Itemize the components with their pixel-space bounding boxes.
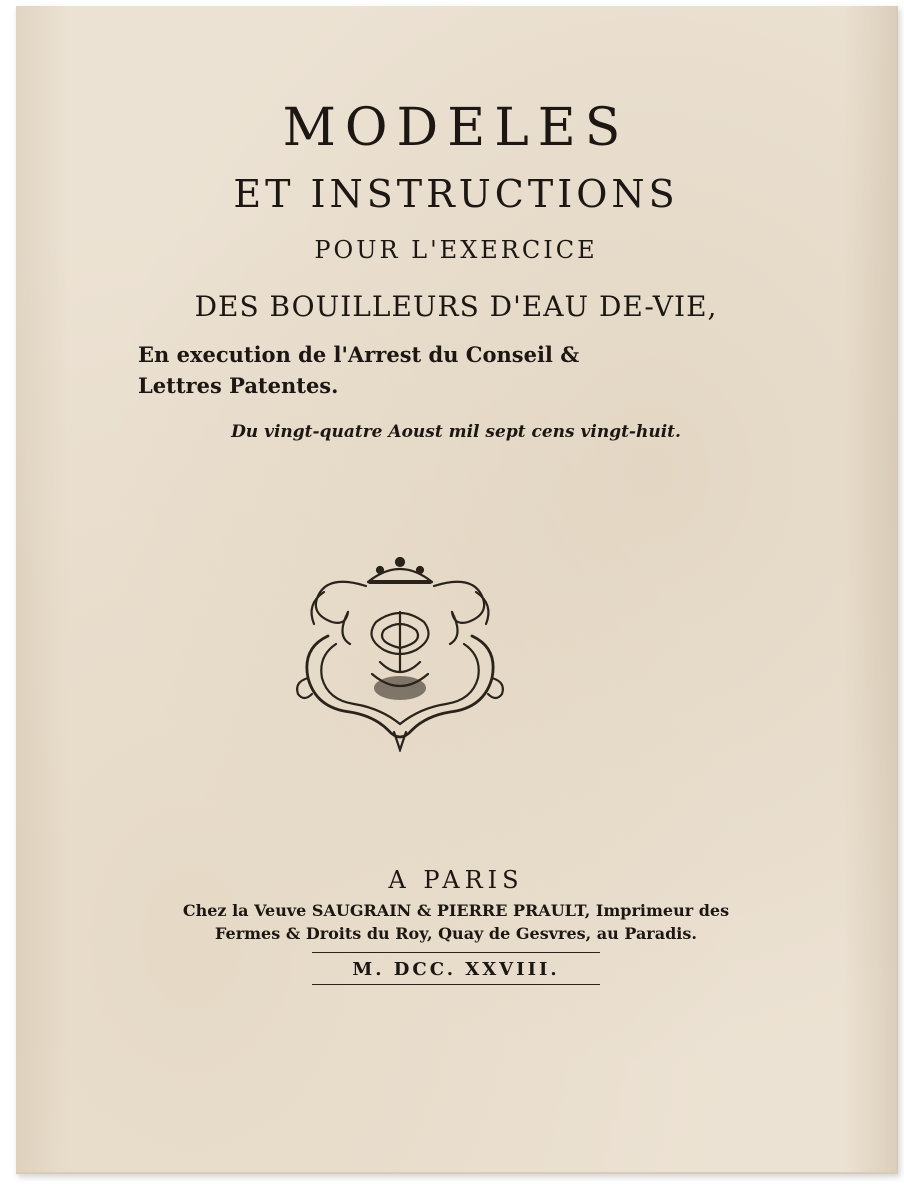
document-page xyxy=(16,6,898,1174)
title-line-1: MODELES xyxy=(282,98,630,158)
imprint-line-2: Fermes & Droits du Roy, Quay de Gesvres, au Paradis. xyxy=(215,924,697,943)
subtitle-line-2: Lettres Patentes. xyxy=(138,373,339,398)
imprint-year: M. DCC. XXVIII. xyxy=(352,959,560,980)
imprint-city: A PARIS xyxy=(388,866,524,894)
title-line-4: DES BOUILLEURS D'EAU DE-VIE, xyxy=(194,290,718,323)
title-line-3: POUR L'EXERCICE xyxy=(314,236,598,264)
crowned-monogram-ornament xyxy=(288,552,512,752)
year-rule-bottom xyxy=(312,984,600,985)
subtitle-line-1: En execution de l'Arrest du Conseil & xyxy=(138,342,580,367)
year-rule-top xyxy=(312,952,600,953)
date-line: Du vingt-quatre Aoust mil sept cens vingt-huit. xyxy=(231,422,681,442)
imprint-line-1: Chez la Veuve SAUGRAIN & PIERRE PRAULT, Imprimeur des xyxy=(182,901,730,920)
title-line-2: ET INSTRUCTIONS xyxy=(233,172,679,216)
